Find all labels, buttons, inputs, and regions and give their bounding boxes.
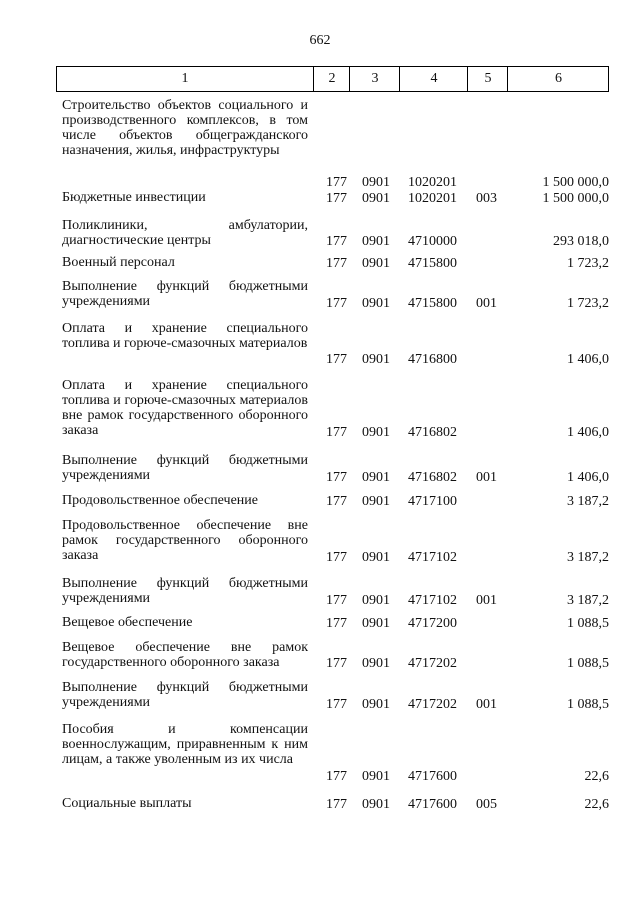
cell-col5: 005 (476, 797, 497, 812)
header-col-1: 1 (181, 71, 189, 86)
row-name: Бюджетные инвестиции (62, 190, 206, 205)
cell-col3: 0901 (362, 656, 390, 671)
cell-col3: 0901 (362, 697, 390, 712)
cell-col5: 003 (476, 191, 497, 206)
row-name: Вещевое обеспечение (62, 615, 193, 630)
cell-col4: 4710000 (408, 234, 457, 249)
table-row (0, 722, 640, 784)
cell-col5: 001 (476, 697, 497, 712)
row-name: Социальные выплаты (62, 796, 192, 811)
cell-col6: 1 088,5 (567, 656, 609, 671)
cell-col6: 1 406,0 (567, 470, 609, 485)
cell-col5: 001 (476, 296, 497, 311)
cell-col6: 1 088,5 (567, 697, 609, 712)
cell-col6: 1 500 000,0 (542, 175, 609, 190)
cell-col6: 1 088,5 (567, 616, 609, 631)
row-name: Оплата и хранение специального топлива и горюче-смазочных материалов вне рамок государственного оборонного заказа (62, 378, 308, 438)
row-name: Строительство объектов социального и производственного комплексов, в том числе объектов общегражданского назначения, жилья, инфраструктуры (62, 98, 308, 158)
cell-col4: 4717102 (408, 593, 457, 608)
cell-col2: 177 (326, 425, 347, 440)
cell-col2: 177 (326, 352, 347, 367)
row-name: Выполнение функций бюджетными учреждениями (62, 453, 308, 483)
row-name: Военный персонал (62, 255, 175, 270)
cell-col3: 0901 (362, 296, 390, 311)
row-name: Выполнение функций бюджетными учреждениями (62, 279, 308, 309)
cell-col2: 177 (326, 191, 347, 206)
table-row (0, 321, 640, 367)
cell-col2: 177 (326, 616, 347, 631)
table-row (0, 615, 640, 631)
row-name: Выполнение функций бюджетными учреждениями (62, 680, 308, 710)
cell-col4: 4716802 (408, 470, 457, 485)
table-row (0, 218, 640, 249)
cell-col2: 177 (326, 769, 347, 784)
table-row (0, 518, 640, 565)
cell-col2: 177 (326, 494, 347, 509)
header-col-2: 2 (313, 67, 350, 91)
table-row (0, 640, 640, 671)
cell-col3: 0901 (362, 494, 390, 509)
table-row (0, 680, 640, 712)
cell-col4: 4717202 (408, 656, 457, 671)
cell-col2: 177 (326, 593, 347, 608)
table-header (56, 66, 609, 92)
table-row (0, 493, 640, 509)
cell-col4: 4717202 (408, 697, 457, 712)
cell-col4: 4717100 (408, 494, 457, 509)
cell-col4: 1020201 (408, 175, 457, 190)
cell-col3: 0901 (362, 191, 390, 206)
row-name: Пособия и компенсации военнослужащим, приравненным к ним лицам, а также уволенным из их числа (62, 722, 308, 767)
cell-col6: 3 187,2 (567, 494, 609, 509)
header-col-3: 3 (349, 67, 400, 91)
cell-col2: 177 (326, 470, 347, 485)
cell-col3: 0901 (362, 593, 390, 608)
table-row (0, 378, 640, 440)
header-col-6: 6 (507, 67, 609, 91)
cell-col4: 4715800 (408, 296, 457, 311)
cell-col4: 4717600 (408, 797, 457, 812)
cell-col4: 4717200 (408, 616, 457, 631)
cell-col6: 1 500 000,0 (542, 191, 609, 206)
cell-col4: 4717102 (408, 550, 457, 565)
cell-col6: 1 406,0 (567, 425, 609, 440)
row-name: Продовольственное обеспечение вне рамок государственного оборонного заказа (62, 518, 308, 563)
page-number: 662 (309, 33, 331, 48)
row-name: Поликлиники, амбулатории, диагностические центры (62, 218, 308, 248)
table-row (0, 453, 640, 485)
table-row (0, 98, 640, 190)
row-name: Вещевое обеспечение вне рамок государственного оборонного заказа (62, 640, 308, 670)
cell-col3: 0901 (362, 550, 390, 565)
cell-col6: 1 723,2 (567, 256, 609, 271)
table-row (0, 190, 640, 206)
cell-col3: 0901 (362, 616, 390, 631)
cell-col5: 001 (476, 593, 497, 608)
header-col-5: 5 (467, 67, 508, 91)
cell-col5: 001 (476, 470, 497, 485)
cell-col4: 4716800 (408, 352, 457, 367)
cell-col6: 1 406,0 (567, 352, 609, 367)
table-row (0, 255, 640, 271)
cell-col3: 0901 (362, 352, 390, 367)
cell-col6: 293 018,0 (553, 234, 609, 249)
table-row (0, 279, 640, 311)
cell-col6: 1 723,2 (567, 296, 609, 311)
row-name: Оплата и хранение специального топлива и горюче-смазочных материалов (62, 321, 308, 351)
cell-col2: 177 (326, 234, 347, 249)
cell-col3: 0901 (362, 234, 390, 249)
cell-col3: 0901 (362, 797, 390, 812)
cell-col4: 4716802 (408, 425, 457, 440)
cell-col6: 22,6 (584, 797, 609, 812)
cell-col4: 4717600 (408, 769, 457, 784)
cell-col3: 0901 (362, 256, 390, 271)
row-name: Продовольственное обеспечение (62, 493, 258, 508)
cell-col2: 177 (326, 656, 347, 671)
cell-col3: 0901 (362, 769, 390, 784)
table-row (0, 576, 640, 608)
table-row (0, 796, 640, 812)
cell-col4: 4715800 (408, 256, 457, 271)
cell-col4: 1020201 (408, 191, 457, 206)
cell-col3: 0901 (362, 425, 390, 440)
cell-col6: 3 187,2 (567, 550, 609, 565)
cell-col3: 0901 (362, 175, 390, 190)
cell-col6: 3 187,2 (567, 593, 609, 608)
cell-col2: 177 (326, 175, 347, 190)
cell-col2: 177 (326, 697, 347, 712)
cell-col2: 177 (326, 797, 347, 812)
cell-col2: 177 (326, 550, 347, 565)
cell-col2: 177 (326, 256, 347, 271)
cell-col6: 22,6 (584, 769, 609, 784)
header-col-4: 4 (399, 67, 468, 91)
row-name: Выполнение функций бюджетными учреждениями (62, 576, 308, 606)
cell-col2: 177 (326, 296, 347, 311)
cell-col3: 0901 (362, 470, 390, 485)
